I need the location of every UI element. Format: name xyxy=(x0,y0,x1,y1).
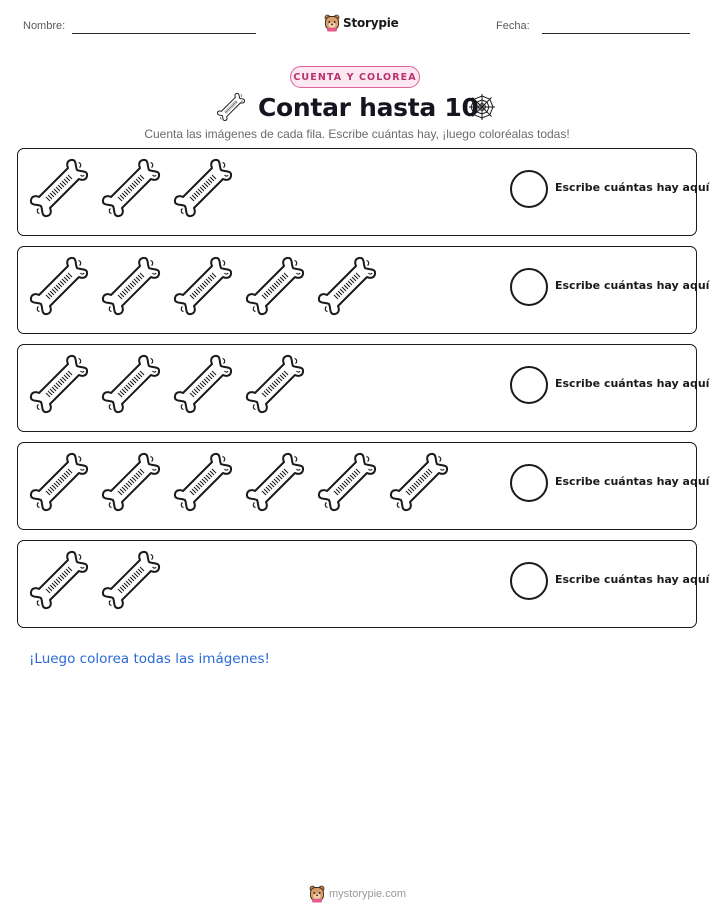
site-footer xyxy=(309,885,406,903)
answer-circle[interactable] xyxy=(510,268,548,306)
counting-row xyxy=(17,442,710,530)
counting-row xyxy=(17,540,710,628)
bone-icon[interactable] xyxy=(28,549,90,611)
bone-icon[interactable] xyxy=(100,255,162,317)
bone-icon[interactable] xyxy=(28,157,90,219)
date-field[interactable] xyxy=(542,33,690,34)
storypie-logo xyxy=(324,12,399,34)
bone-icon[interactable] xyxy=(172,451,234,513)
name-label: Nombre: xyxy=(23,20,66,32)
footer-note: ¡Luego colorea todas las imágenes! xyxy=(29,651,270,667)
counting-row xyxy=(17,344,710,432)
bone-icon[interactable] xyxy=(244,451,306,513)
site-url[interactable]: mystorypie.com xyxy=(329,888,407,900)
bone-icon[interactable] xyxy=(172,255,234,317)
answer-circle[interactable] xyxy=(510,170,548,208)
instructions: Cuenta las imágenes de cada fila. Escribe cuántas hay, ¡luego coloréalas todas! xyxy=(144,127,570,141)
bone-icon[interactable] xyxy=(100,451,162,513)
answer-circle[interactable] xyxy=(510,366,548,404)
page-title: Contar hasta 10 xyxy=(258,93,479,122)
bone-icon xyxy=(216,92,246,122)
answer-label: Escribe cuántas hay aquí xyxy=(555,573,710,586)
counting-row xyxy=(17,246,710,334)
category-badge: CUENTA Y COLOREA xyxy=(290,66,420,88)
name-field[interactable] xyxy=(72,33,256,34)
bone-icon[interactable] xyxy=(172,157,234,219)
bone-icon[interactable] xyxy=(100,157,162,219)
answer-label: Escribe cuántas hay aquí xyxy=(555,279,710,292)
bear-icon xyxy=(324,14,340,32)
bone-icon[interactable] xyxy=(172,353,234,415)
bone-icon[interactable] xyxy=(28,255,90,317)
brand-name: Storypie xyxy=(343,16,399,30)
answer-circle[interactable] xyxy=(510,464,548,502)
bone-icon[interactable] xyxy=(244,255,306,317)
bear-icon xyxy=(309,885,325,903)
answer-circle[interactable] xyxy=(510,562,548,600)
answer-label: Escribe cuántas hay aquí xyxy=(555,475,710,488)
answer-label: Escribe cuántas hay aquí xyxy=(555,377,710,390)
bone-icon[interactable] xyxy=(388,451,450,513)
bone-icon[interactable] xyxy=(100,353,162,415)
bone-icon[interactable] xyxy=(100,549,162,611)
counting-row xyxy=(17,148,710,236)
bone-icon[interactable] xyxy=(316,255,378,317)
answer-label: Escribe cuántas hay aquí xyxy=(555,181,710,194)
bone-icon[interactable] xyxy=(316,451,378,513)
bone-icon[interactable] xyxy=(244,353,306,415)
bone-icon[interactable] xyxy=(28,353,90,415)
spider-web-icon xyxy=(467,92,497,122)
date-label: Fecha: xyxy=(496,20,530,32)
bone-icon[interactable] xyxy=(28,451,90,513)
